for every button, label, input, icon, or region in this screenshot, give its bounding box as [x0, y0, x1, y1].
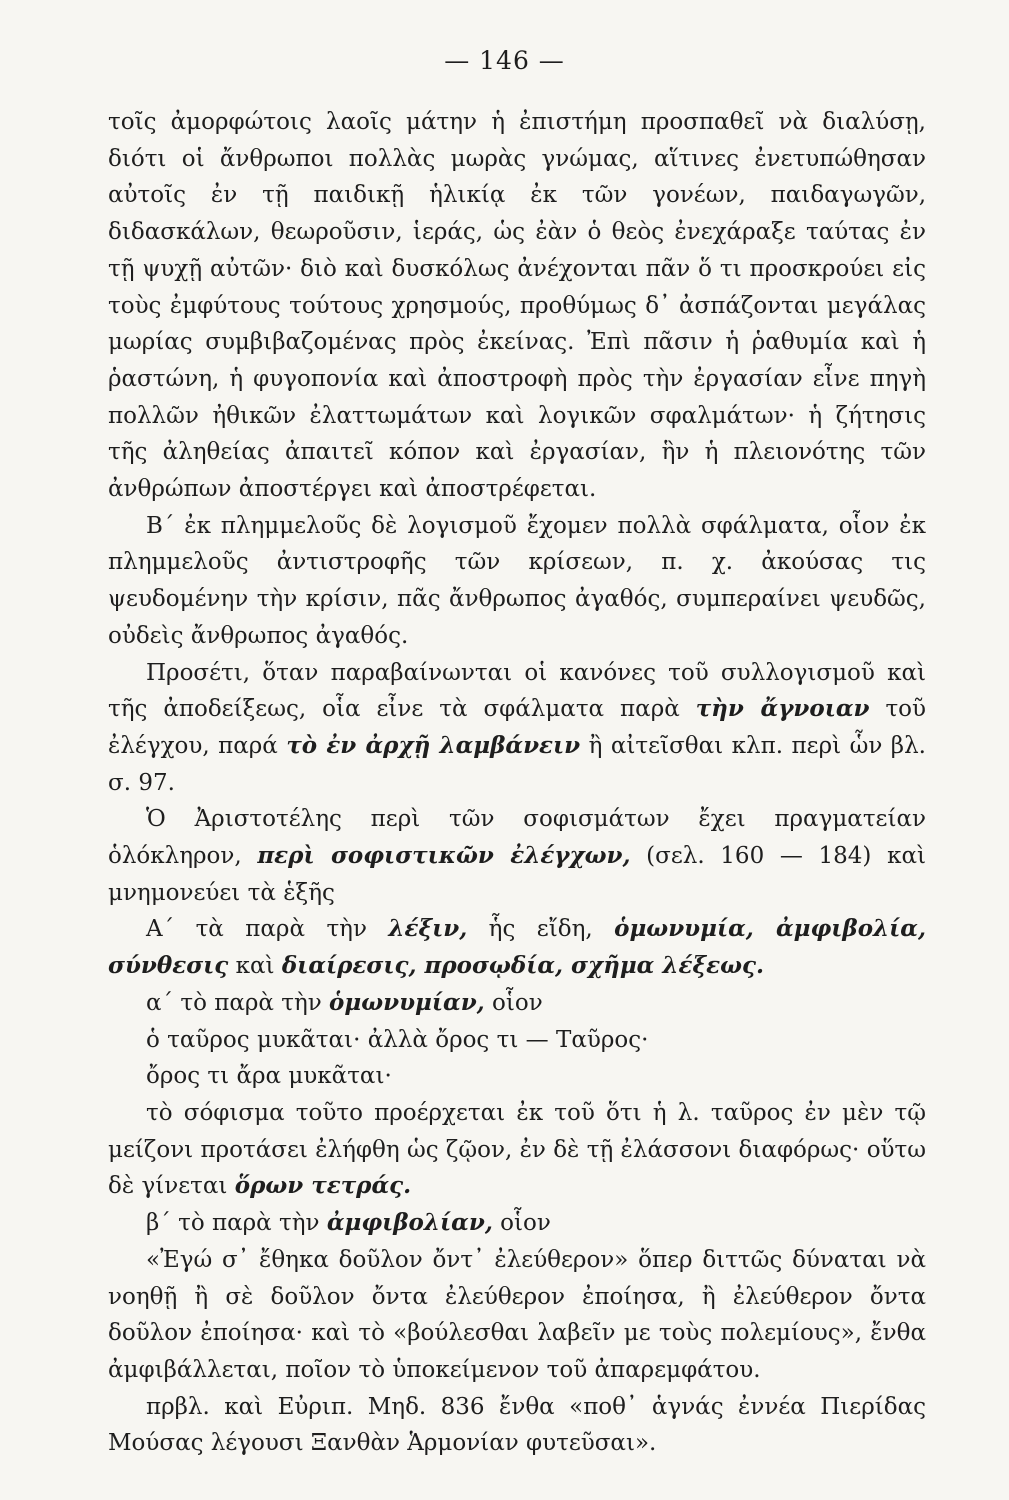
paragraph [108, 1205, 926, 1242]
paragraph [108, 508, 926, 655]
emphasized-term: διαίρεσις, προσῳδία, σχῆμα λέξεως. [281, 952, 765, 980]
paragraph [108, 104, 926, 508]
text-run: Α΄ τὰ παρὰ τὴν [146, 916, 389, 943]
emphasized-term: λέξιν, [388, 915, 468, 943]
text-run: Β΄ ἐκ πλημμελοῦς δὲ λογισμοῦ ἔχομεν πολλὰ σφάλματα, οἷον ἐκ πλημμελοῦς ἀντιστροφῆς τῶν κρίσεων, π. χ. ἀκούσας τις ψευδομένην τὴν κρίσιν, πᾶς ἄνθρωπος ἀγαθός, συμπεραίνει ψευδῶς, οὐδεὶς ἄνθρωπος ἀγαθός. [108, 512, 926, 649]
text-run: Προσέτι, ὅταν παραβαίνωνται οἱ κανόνες τοῦ συλλογισμοῦ καὶ τῆς ἀποδείξεως, οἷα εἶνε τὰ σφάλματα παρὰ [108, 659, 926, 723]
emphasized-term: τὴν ἄγνοιαν [695, 695, 870, 723]
text-run: ἧς εἴδη, [467, 916, 615, 943]
paragraph [108, 1058, 926, 1095]
paragraph [108, 1389, 926, 1462]
text-run: Ὁ Ἀριστοτέλης περὶ τῶν σοφισμάτων ἔχει πραγματείαν ὁλόκληρον, [108, 806, 926, 870]
emphasized-term: ὅρων τετράς. [234, 1172, 412, 1200]
paragraph [108, 655, 926, 802]
text-run: τὸ σόφισμα τοῦτο προέρχεται ἐκ τοῦ ὅτι ἡ λ. ταῦρος ἐν μὲν τῷ μείζονι προτάσει ἐλήφθη ὡς ζῷον, ἐν δὲ τῇ ἐλάσσονι διαφόρως· οὕτω δὲ γίνεται [108, 1099, 926, 1200]
text-run: β΄ τὸ παρὰ τὴν [146, 1210, 327, 1237]
text-run: ὄρος τι ἄρα μυκᾶται· [146, 1063, 392, 1090]
emphasized-term: ὁμωνυμία, ἀμφιβολία, σύνθεσις [108, 915, 926, 980]
paragraph [108, 801, 926, 911]
text-run: τοῖς ἀμορφώτοις λαοῖς μάτην ἡ ἐπιστήμη προσπαθεῖ νὰ διαλύσῃ, διότι οἱ ἄνθρωποι πολλὰς μωρὰς γνώμας, αἵτινες ἐνετυπώθησαν αὐτοῖς ἐν τῇ παιδικῇ ἡλικίᾳ ἐκ τῶν γονέων, παιδαγωγῶν, διδασκάλων, θεωροῦσιν, ἱεράς, ὡς ἐὰν ὁ θεὸς ἐνεχάραξε ταύτας ἐν τῇ ψυχῇ αὐτῶν· διὸ καὶ δυσκόλως ἀνέχονται πᾶν ὅ τι προσκρούει εἰς τοὺς ἐμφύτους τούτους χρησμούς, προθύμως δ᾽ ἀσπάζονται μεγάλας μωρίας συμβιβαζομένας πρὸς ἐκείνας. Ἐπὶ πᾶσιν ἡ ῥαθυμία καὶ ἡ ῥαστώνη, ἡ φυγοπονία καὶ ἀποστροφὴ πρὸς τὴν ἐργασίαν εἶνε πηγὴ πολλῶν ἠθικῶν ἐλαττωμάτων καὶ λογικῶν σφαλμάτων· ἡ ζήτησις τῆς ἀληθείας ἀπαιτεῖ κόπον καὶ ἐργασίαν, ἣν ἡ πλειονότης τῶν ἀνθρώπων ἀποστέργει καὶ ἀποστρέφεται. [108, 109, 926, 503]
text-run: ἢ αἰτεῖσθαι κλπ. περὶ ὧν βλ. σ. 97. [108, 732, 926, 796]
emphasized-term: ὁμωνυμίαν, [329, 988, 485, 1016]
text-run: α΄ τὸ παρὰ τὴν [146, 989, 330, 1016]
emphasized-term: περὶ σοφιστικῶν ἐλέγχων, [257, 842, 631, 870]
paragraph [108, 911, 926, 984]
text-run: οἷον [492, 1210, 551, 1237]
paragraph [108, 1242, 926, 1389]
text-run: τοῦ ἐλέγχου, παρά [108, 696, 926, 759]
emphasized-term: ἀμφιβολίαν, [326, 1209, 493, 1237]
text-run: καὶ [228, 953, 282, 980]
text-run: (σελ. 160 — 184) καὶ μνημονεύει τὰ ἑξῆς [108, 843, 927, 906]
paragraph [108, 1095, 926, 1205]
text-run: ὁ ταῦρος μυκᾶται· ἀλλὰ ὄρος τι — Ταῦρος· [146, 1026, 649, 1053]
paragraph [108, 985, 926, 1022]
paragraph [108, 1022, 926, 1059]
emphasized-term: τὸ ἐν ἀρχῇ λαμβάνειν [286, 731, 581, 759]
page-number: — 146 — [444, 46, 565, 75]
text-run: «Ἐγώ σ᾽ ἔθηκα δοῦλον ὄντ᾽ ἐλεύθερον» ὅπερ διττῶς δύναται νὰ νοηθῇ ἢ σὲ δοῦλον ὄντα ἐλεύθερον ἐποίησα, ἢ ἐλεύθερον ὄντα δοῦλον ἐποίησα· καὶ τὸ «βούλεσθαι λαβεῖν με τοὺς πολεμίους», ἔνθα ἀμφιβάλλεται, ποῖον τὸ ὑποκείμενον τοῦ ἀπαρεμφάτου. [108, 1246, 926, 1383]
text-run: οἷον [484, 989, 543, 1016]
text-run: πρβλ. καὶ Εὐριπ. Μηδ. 836 ἔνθα «ποθ᾽ ἁγνάς ἐννέα Πιερίδας Μούσας λέγουσι Ξανθὰν Ἁρμονίαν φυτεῦσαι». [108, 1393, 926, 1457]
body-text [108, 104, 926, 1462]
